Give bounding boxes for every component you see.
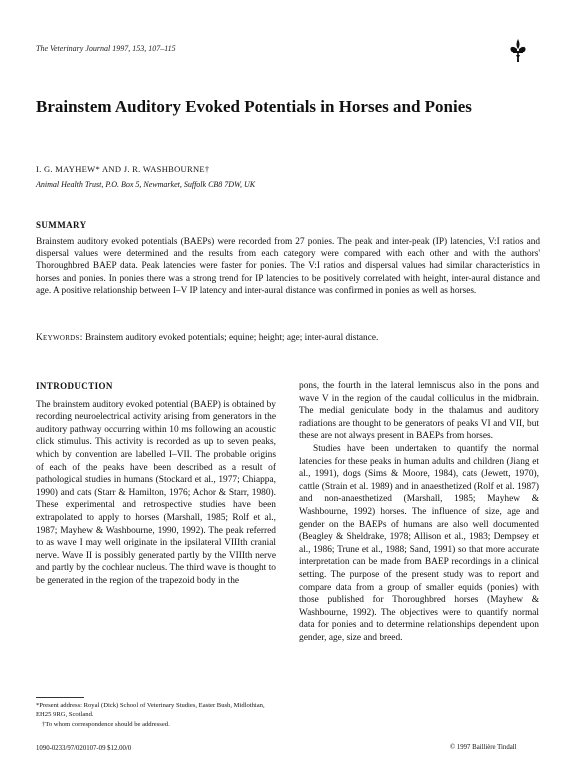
- copyright-line: © 1997 Baillière Tindall: [450, 744, 517, 751]
- article-title: Brainstem Auditory Evoked Potentials in Horses and Ponies: [36, 97, 472, 116]
- introduction-paragraph-1-continued: pons, the fourth in the lateral lemniscus also in the pons and wave V in the region of the caudal colliculus in the midbrain. The medial geniculate body in the thalamus and auditory radiations are thought to be generators of peaks VI and VII, but these are not always present in BAEPs from horses.: [299, 381, 539, 442]
- keywords-line: [36, 332, 540, 344]
- keywords-text: Brainstem auditory evoked potentials; equine; height; age; inter-aural distance.: [84, 333, 379, 343]
- footnote-divider: [36, 697, 84, 698]
- keywords-label: Keywords:: [36, 333, 83, 343]
- fleur-de-lis-icon: [508, 38, 528, 64]
- affiliation: Animal Health Trust, P.O. Box 5, Newmarket, Suffolk CB8 7DW, UK: [36, 180, 256, 189]
- journal-citation: The Veterinary Journal 1997, 153, 107–115: [36, 44, 176, 53]
- summary-heading: SUMMARY: [36, 220, 87, 230]
- right-column: [299, 380, 539, 644]
- introduction-paragraph-1: The brainstem auditory evoked potential (BAEP) is obtained by recording neuroelectrical activity arising from generators in the auditory pathway occurring within 10 ms following an acoustic click stimulus. This activity is recorded as up to seven peaks, which by convention are labelled I–VII. The probable origins of each of the peaks have been described as a result of pathological studies in humans (Stockard et al., 1977; Chiappa, 1990) and cats (Starr & Hamilton, 1976; Achor & Starr, 1980). These experimental and retrospective studies have been extrapolated to apply to horses (Marshall, 1985; Rolf et al., 1987; Mayhew & Washbourne, 1990, 1992). The peak referred to as wave I may well originate in the ipsilateral VIIIth cranial nerve. Wave II is possibly generated partly by the VIIIth nerve and partly by the cochlear nucleus. The third wave is thought to be generated in the region of the trapezoid body in the: [36, 399, 276, 586]
- footnote-present-address: *Present address: Royal (Dick) School of Veterinary Studies, Easter Bush, Midlothian, EH25 9RG, Scotland.: [36, 702, 265, 718]
- left-column: [36, 380, 276, 588]
- introduction-heading: INTRODUCTION: [36, 381, 113, 391]
- issn-line: 1090-0233/97/020107-09 $12.00/0: [36, 745, 132, 752]
- author-list: I. G. MAYHEW* AND J. R. WASHBOURNE†: [36, 164, 210, 174]
- introduction-paragraph-2: Studies have been undertaken to quantify the normal latencies for these peaks in human adults and children (Jiang et al., 1991), dogs (Sims & Moore, 1984), cats (Jewett, 1970), cattle (Strain et al. 1989) and in anaesthetized (Rolf et al. 1987) and non-anaesthetized (Marshall, 1985; Mayhew & Washbourne, 1992) horses. The influence of size, age and gender on the BAEPs of humans are also well documented (Beagley & Sheldrake, 1978; Allison et al., 1983; Dempsey et al., 1986; Trune et al., 1988; Sand, 1991) so that more accurate interpretation can be made from BAEP recordings in a clinical setting. The purpose of the present study was to report and compare data from a group of smaller equids (ponies) with those published for Thoroughbred horses (Mayhew & Washbourne, 1992). The objectives were to quantify normal data for ponies and to determine relationships dependent upon gender, age, size and breed.: [299, 443, 539, 643]
- summary-text: Brainstem auditory evoked potentials (BAEPs) were recorded from 27 ponies. The peak and inter-peak (IP) latencies, V:I ratios and dispersal values were determined and the results from each category were compared with each other and with the authors' Thoroughbred BAEP data. Peak latencies were faster for ponies. The V:I ratios and dispersal values had similar characteristics in horses and ponies. In ponies there was a strong trend for IP latencies to be positively correlated with height, inter-aural distance and age. A positive relationship between I–V IP latency and inter-aural distance was confirmed in ponies as well as horses.: [36, 237, 540, 296]
- footnote-correspondence: †To whom correspondence should be addressed.: [42, 721, 170, 728]
